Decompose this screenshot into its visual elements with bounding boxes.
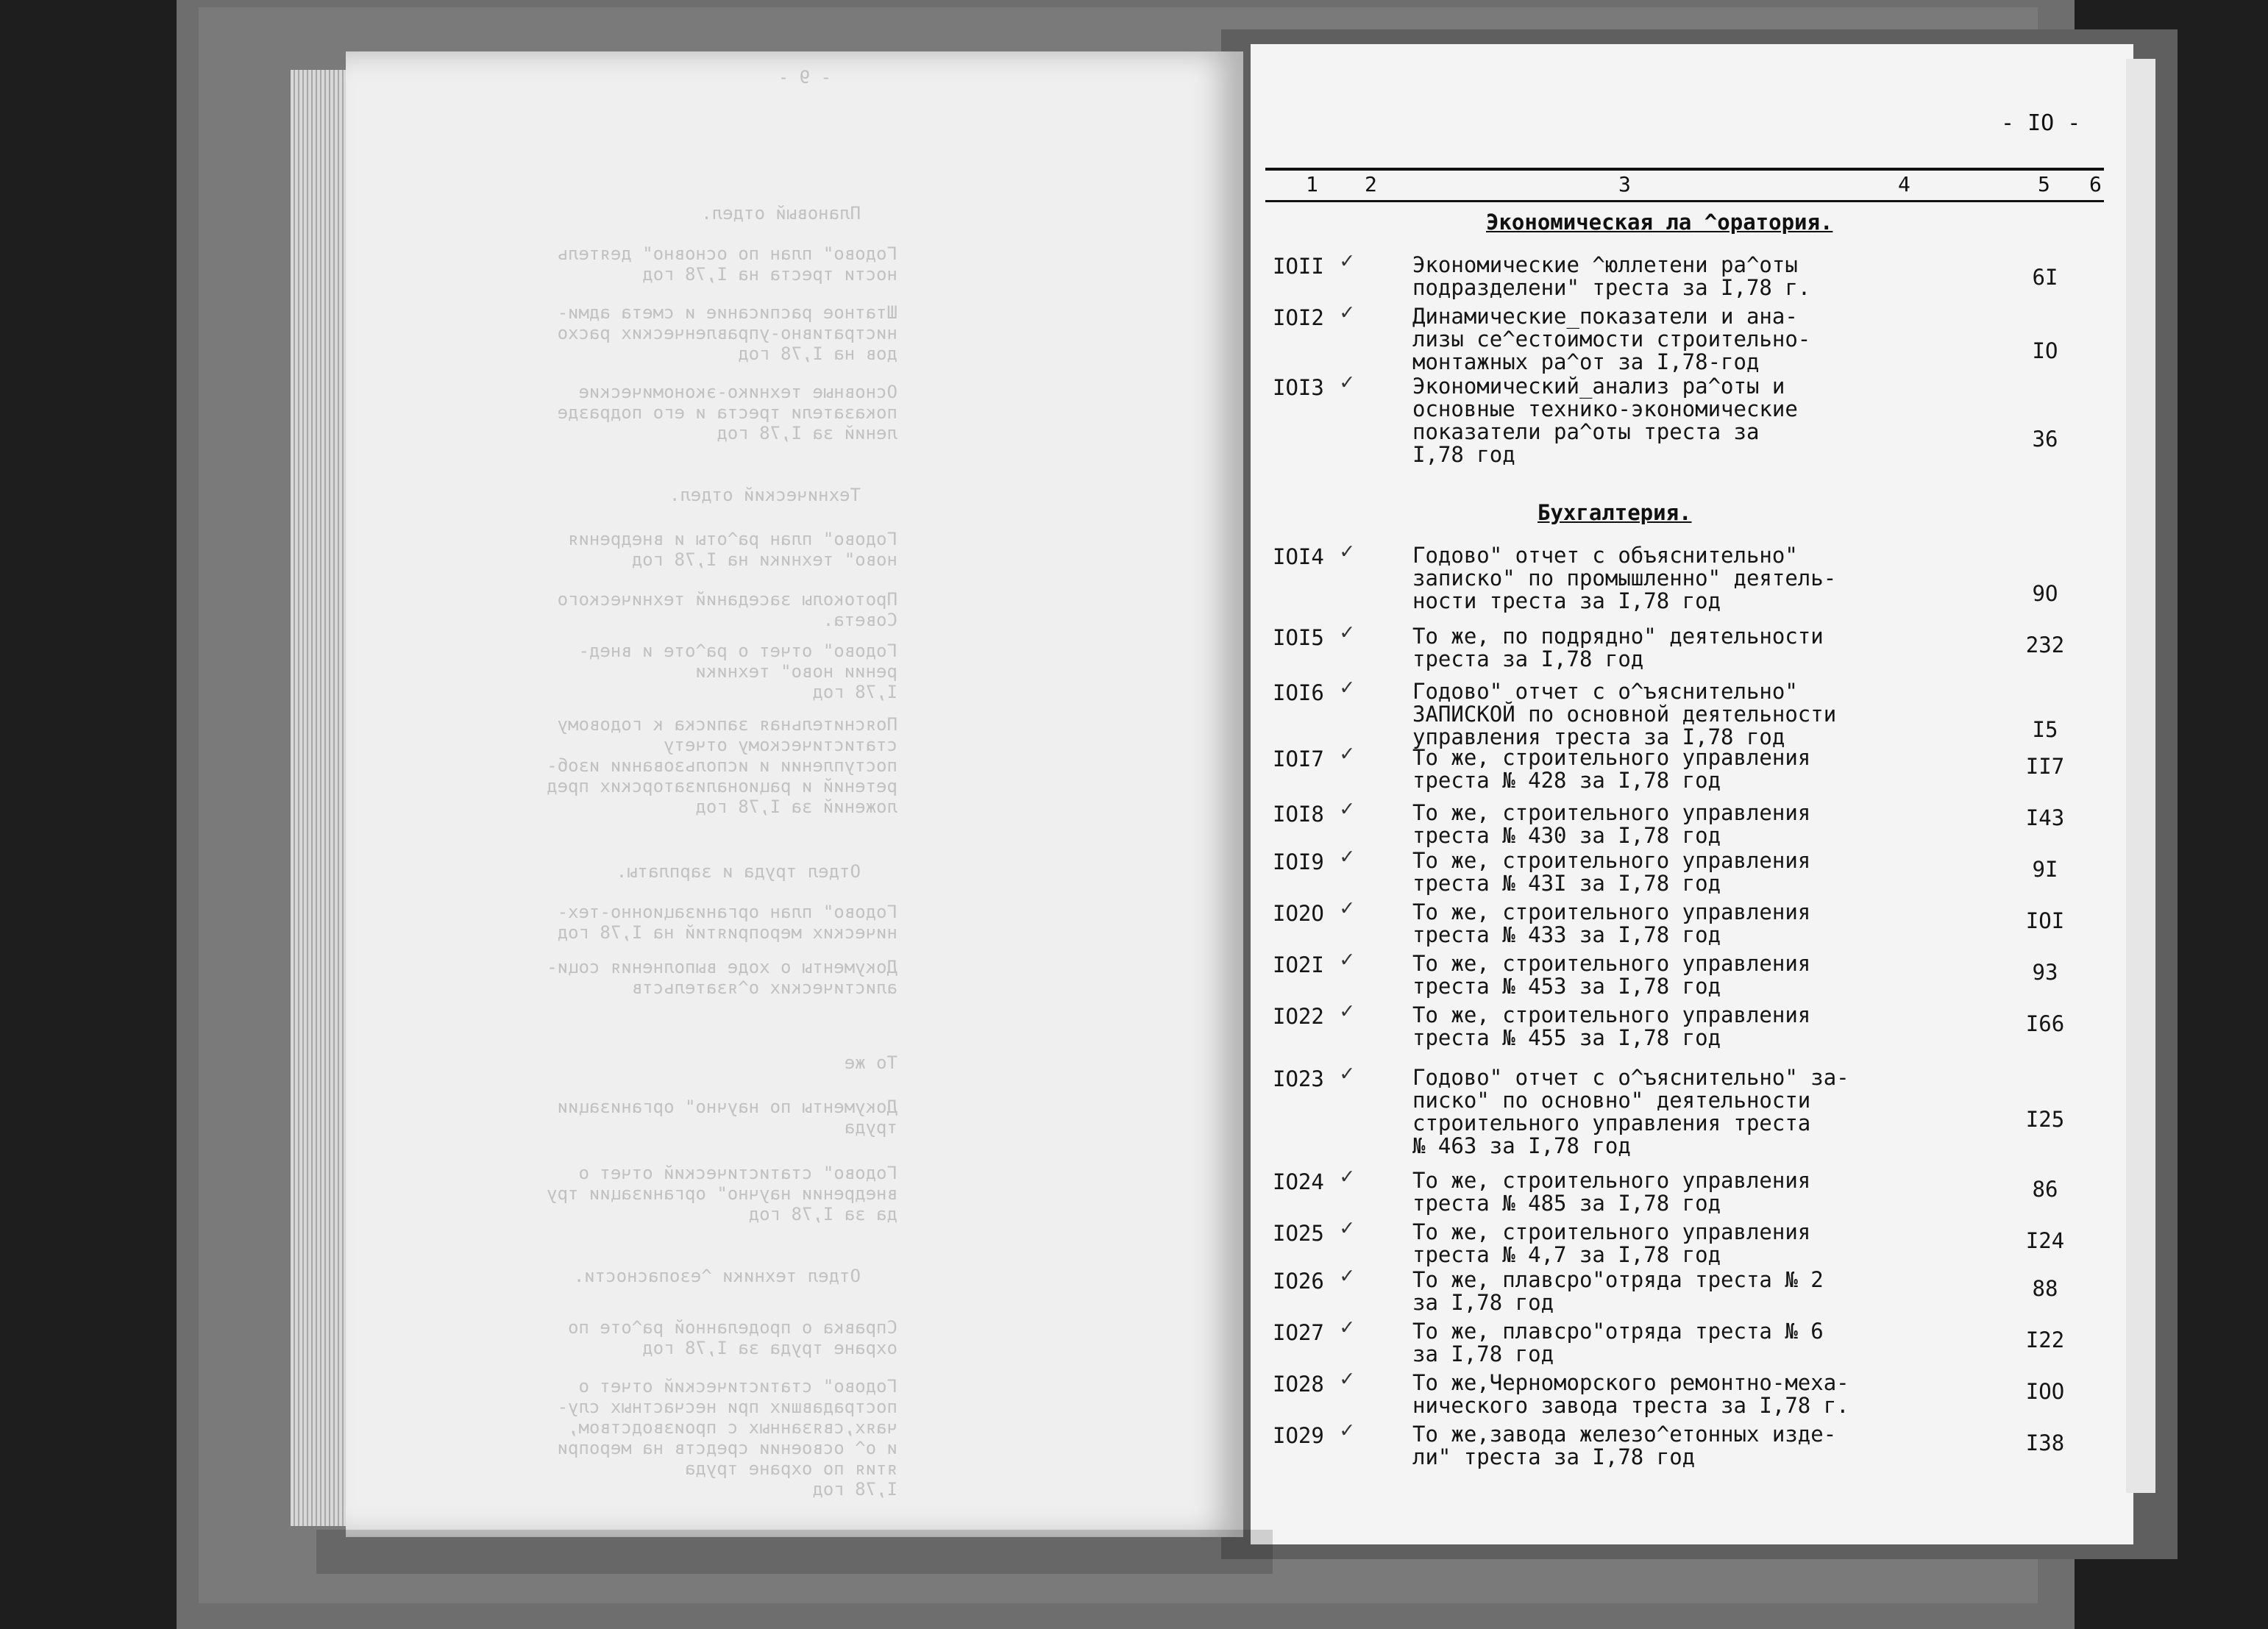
bleed-line: труда [844, 1117, 897, 1138]
bleed-line: Отдел техники ^езопасности. [573, 1266, 861, 1286]
column-header: 5 [2038, 172, 2050, 196]
bleed-line: Протоколы заседаний технического [557, 589, 897, 610]
page-count: I22 [2025, 1327, 2065, 1352]
bleed-line: Документы о ходе выполнения соци- [547, 957, 897, 977]
item-number: IOII [1273, 254, 1324, 279]
item-number: IO28 [1273, 1372, 1324, 1397]
bleed-line: ности треста на I,78 год [642, 264, 897, 285]
item-number: IO26 [1273, 1269, 1324, 1294]
check-mark-icon: ✓ [1340, 741, 1354, 766]
bleed-line: статистическому отчету [664, 735, 897, 755]
bleed-line: Штатное расписание и смета адми- [557, 302, 897, 323]
item-title: Экономические ^юллетени ра^оты подразделени" треста за I,78 г. [1412, 252, 1811, 300]
page-count: 6I [2032, 265, 2058, 290]
bleed-line: I,78 год [812, 682, 897, 702]
item-title: То же, строительного управления треста № 455 за I,78 год [1412, 1002, 1811, 1050]
page-count: 93 [2032, 960, 2058, 985]
bleed-line: Основные технико-экономические [578, 382, 897, 402]
right-page [1251, 44, 2133, 1544]
page-count: IOO [2025, 1379, 2065, 1404]
bleed-line: Документы по научно" организации [557, 1097, 897, 1117]
bleed-line: внедрении научно" организации тру [547, 1183, 897, 1204]
bleed-line: Годово" план организационно-тех- [557, 902, 897, 922]
section-heading: Экономическая ла ^оратория. [1486, 210, 1833, 235]
page-count: 9O [2032, 581, 2058, 606]
left-page [346, 51, 1243, 1537]
page-count: I5 [2032, 717, 2058, 742]
page-count: I43 [2025, 805, 2065, 830]
page-count: 36 [2032, 427, 2058, 452]
bleed-line: и о^ освоении средств на меропри [557, 1438, 897, 1458]
bleed-line: поступлении и использовании изоб- [547, 755, 897, 776]
check-mark-icon: ✓ [1340, 947, 1354, 972]
check-mark-icon: ✓ [1340, 248, 1354, 274]
page-count: 9I [2032, 857, 2058, 882]
item-title: То же,Черноморского ремонтно-меха- нического завода треста за I,78 г. [1412, 1370, 1849, 1418]
check-mark-icon: ✓ [1340, 1263, 1354, 1288]
item-number: IO2I [1273, 952, 1324, 977]
column-header: 1 [1306, 172, 1318, 196]
bleed-line: алистических о^язательств [631, 977, 897, 998]
bleed-line: I,78 год [812, 1479, 897, 1500]
item-number: IO25 [1273, 1221, 1324, 1246]
item-number: IO22 [1273, 1004, 1324, 1029]
item-title: То же, строительного управления треста № 430 за I,78 год [1412, 800, 1811, 848]
page-number: - IO - [2001, 110, 2081, 136]
bleed-line: охране труда за I,78 год [642, 1338, 897, 1358]
page-count: 86 [2032, 1177, 2058, 1202]
item-number: IO27 [1273, 1320, 1324, 1345]
bleed-line: Плановый отдел. [701, 203, 861, 224]
page-count: IOI [2025, 908, 2065, 933]
bleed-line: Годово" план ра^оты и внедрения [568, 529, 897, 549]
item-title: Экономический_анализ ра^оты и основные технико-экономические показатели ра^оты треста за I,78 год [1412, 374, 1798, 467]
item-number: IOI5 [1273, 625, 1324, 650]
page-count: 232 [2025, 632, 2065, 657]
check-mark-icon: ✓ [1340, 369, 1354, 395]
check-mark-icon: ✓ [1340, 895, 1354, 921]
page-count: II7 [2025, 754, 2065, 779]
item-number: IOI7 [1273, 746, 1324, 771]
check-mark-icon: ✓ [1340, 1163, 1354, 1189]
bleed-line: ложений за I,78 год [695, 796, 897, 817]
bleed-line: Годово" статистический отчет о [578, 1163, 897, 1183]
bleed-line: Справка о проделанной ра^оте по [568, 1317, 897, 1338]
item-title: Годово" отчет с объяснительно" записко" по промышленно" деятель- ности треста за I,78 год [1412, 543, 1837, 613]
item-title: То же, плавсро"отряда треста № 2 за I,78 год [1412, 1267, 1824, 1315]
bleed-line: ретений и рационализаторских пред [547, 776, 897, 796]
column-header: 2 [1365, 172, 1377, 196]
item-title: То же,завода железо^етонных изде- ли" треста за I,78 год [1412, 1422, 1837, 1469]
bleed-line: дов на I,78 год [738, 343, 897, 364]
check-mark-icon: ✓ [1340, 844, 1354, 869]
bleed-line: Годово" отчет о ра^оте и внед- [578, 641, 897, 661]
bleed-line: показатели треста и его подразде [557, 402, 897, 423]
item-number: IO23 [1273, 1066, 1324, 1091]
item-title: Годово" отчет с о^ъяснительно" ЗАПИСКОЙ по основной деятельности управления треста за I,78 год [1412, 679, 1837, 749]
item-title: То же, строительного управления треста № 453 за I,78 год [1412, 951, 1811, 999]
check-mark-icon: ✓ [1340, 1417, 1354, 1443]
item-title: То же, плавсро"отряда треста № 6 за I,78 год [1412, 1319, 1824, 1366]
check-mark-icon: ✓ [1340, 1366, 1354, 1391]
check-mark-icon: ✓ [1340, 674, 1354, 700]
item-number: IO29 [1273, 1423, 1324, 1448]
bleed-line: нических мероприятий на I,78 год [557, 922, 897, 943]
item-number: IOI3 [1273, 375, 1324, 400]
bleed-line: ятия по охране труда [685, 1458, 897, 1479]
item-title: То же, строительного управления треста № 43I за I,78 год [1412, 848, 1811, 896]
bleed-line: ново" техники на I,78 год [631, 549, 897, 570]
page-count: I24 [2025, 1228, 2065, 1253]
column-header-row [1265, 168, 2104, 202]
check-mark-icon: ✓ [1340, 299, 1354, 325]
column-header: 3 [1618, 172, 1631, 196]
page-count: 88 [2032, 1276, 2058, 1301]
bleed-line: Годово" статистический отчет о [578, 1376, 897, 1397]
item-number: IOI4 [1273, 544, 1324, 569]
bleed-line: То же [844, 1052, 897, 1073]
bleed-line: лений за I,78 год [717, 423, 897, 443]
page-count: I38 [2025, 1430, 2065, 1455]
check-mark-icon: ✓ [1340, 1061, 1354, 1086]
bleed-line: нистративно-управленческих расхо [557, 323, 897, 343]
bleed-line: рении ново" техники [695, 661, 897, 682]
page-edge [2126, 59, 2155, 1493]
check-mark-icon: ✓ [1340, 998, 1354, 1024]
page-shadow [316, 1530, 1273, 1574]
bleed-line: Пояснительная записка к годовому [557, 714, 897, 735]
item-title: То же, строительного управления треста № 485 за I,78 год [1412, 1168, 1811, 1216]
check-mark-icon: ✓ [1340, 538, 1354, 564]
bleed-line: чаях,связанных с производством, [568, 1417, 897, 1438]
item-title: То же, строительного управления треста № 428 за I,78 год [1412, 745, 1811, 793]
item-title: Годово" отчет с о^ъяснительно" за- писко" по основно" деятельности строительного управления треста № 463 за I,78 год [1412, 1065, 1849, 1158]
item-title: То же, строительного управления треста № 4,7 за I,78 год [1412, 1219, 1811, 1267]
check-mark-icon: ✓ [1340, 619, 1354, 645]
item-title: Динамические_показатели и ана- лизы се^естоимости строительно- монтажных ра^от за I,78-год [1412, 304, 1811, 374]
check-mark-icon: ✓ [1340, 796, 1354, 821]
bleed-line: Годово" план по основно" деятель [557, 243, 897, 264]
column-header: 6 [2089, 172, 2102, 196]
bleed-line: Технический отдел. [669, 485, 861, 505]
bleed-line: да за I,78 год [748, 1204, 897, 1225]
item-title: То же, по подрядно" деятельности треста за I,78 год [1412, 624, 1824, 671]
page-count: IO [2032, 338, 2058, 363]
item-number: IOI6 [1273, 680, 1324, 705]
page-count: I66 [2025, 1011, 2065, 1036]
item-number: IO24 [1273, 1169, 1324, 1194]
item-number: IO2O [1273, 901, 1324, 926]
bleed-line: Отдел труда и зарплаты. [616, 861, 861, 882]
bleed-line: - 9 - [778, 67, 831, 88]
left-page-bleed-through-text [346, 51, 1243, 1537]
section-heading: Бухгалтерия. [1538, 500, 1692, 525]
item-number: IOI8 [1273, 802, 1324, 827]
item-number: IOI9 [1273, 849, 1324, 874]
item-title: То же, строительного управления треста № 433 за I,78 год [1412, 899, 1811, 947]
column-header: 4 [1898, 172, 1910, 196]
item-number: IOI2 [1273, 305, 1324, 330]
check-mark-icon: ✓ [1340, 1314, 1354, 1340]
bleed-line: Совета. [822, 610, 897, 630]
bleed-line: пострадавших при несчастных слу- [557, 1397, 897, 1417]
check-mark-icon: ✓ [1340, 1215, 1354, 1241]
page-count: I25 [2025, 1107, 2065, 1132]
